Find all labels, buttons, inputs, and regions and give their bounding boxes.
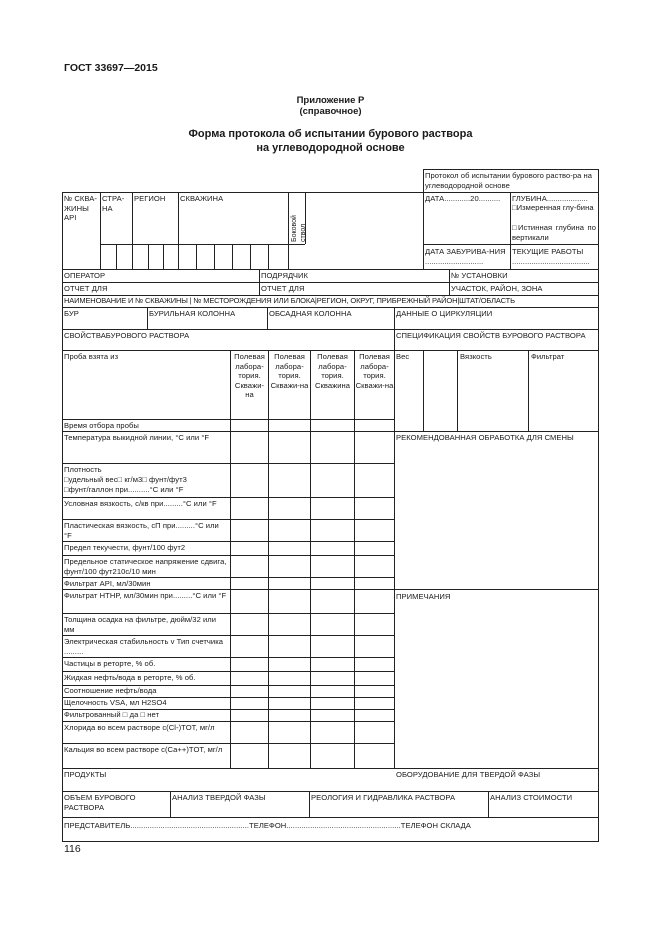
operator-label: ОПЕРАТОР <box>64 271 106 280</box>
region-label: РЕГИОН <box>134 194 166 203</box>
depth-label: ГЛУБИНА................... <box>512 194 588 203</box>
form-title-line1: Форма протокола об испытании бурового раствора <box>188 128 473 140</box>
prop-filtered: Фильтрованный □ да □ нет <box>64 710 160 719</box>
well-label: СКВАЖИНА <box>180 194 224 203</box>
representative-row: ПРЕДСТАВИТЕЛЬ.......................................................ТЕЛЕФОН.....................................................ТЕЛЕФОН СКЛАДА <box>64 821 471 830</box>
date-label: ДАТА............20.......... <box>425 194 501 203</box>
mud-volume-label: ОБЪЕМ БУРОВОГО РАСТВОРА <box>64 793 136 812</box>
notes-label: ПРИМЕЧАНИЯ <box>396 592 451 601</box>
prop-cake-thickness: Толщина осадка на фильтре, дюйм/32 или мм <box>64 615 217 634</box>
side-bore-label: Боковой ствол <box>291 215 307 242</box>
names-row: НАИМЕНОВАНИЕ И № СКВАЖИНЫ | № МЕСТОРОЖДЕНИЯ ИЛИ БЛОКА|РЕГИОН, ОКРУГ, ПРИБРЕЖНЫЙ РАЙОН|ШТАТ/ОБЛАСТЬ <box>64 296 515 305</box>
density-sub1: □удельный вес□ кг/м3□ фунт/фут3 <box>64 475 187 484</box>
prop-plastic-viscosity: Пластическая вязкость, сП при.........°C или °F <box>64 521 219 540</box>
prop-alkalinity: Щелочность VSA, мл H2SO4 <box>64 698 167 707</box>
prop-oil-water-ratio: Соотношение нефть/вода <box>64 686 157 695</box>
depth-true-option: □Истинная глубина по вертикали <box>512 223 596 242</box>
rig-no-label: № УСТАНОВКИ <box>451 271 508 280</box>
field-lab-col-4: Полевая лабора-тория. Скважи-на <box>355 352 394 390</box>
well-no-label: № СКВА-ЖИНЫ API <box>64 194 97 223</box>
sample-from-label: Проба взята из <box>64 352 119 361</box>
prop-retort-oil-water: Жидкая нефть/вода в ретортe, % об. <box>64 673 196 682</box>
current-work-label: ТЕКУЩИЕ РАБОТЫ .................................... <box>512 247 590 266</box>
products-label: ПРОДУКТЫ <box>64 770 107 779</box>
field-lab-col-3: Полевая лабора-тория. Скважина <box>314 352 351 390</box>
mud-props-label: СВОЙСТВАБУРОВОГО РАСТВОРА <box>64 331 190 340</box>
prop-flowline-temp: Температура выкидной линии, °C или °F <box>64 433 210 442</box>
prop-yield-point: Предел текучести, фунт/100 фут2 <box>64 543 186 552</box>
area-label: УЧАСТОК, РАЙОН, ЗОНА <box>451 284 543 293</box>
standard-number: ГОСТ 33697—2015 <box>64 62 158 74</box>
cost-analysis-label: АНАЛИЗ СТОИМОСТИ <box>490 793 573 802</box>
rheology-label: РЕОЛОГИЯ И ГИДРАВЛИКА РАСТВОРА <box>311 793 456 802</box>
prop-sample-time: Время отбора пробы <box>64 421 139 430</box>
form-title-line2: на углеводородной основе <box>256 142 405 154</box>
solids-equipment-label: ОБОРУДОВАНИЕ ДЛЯ ТВЕРДОЙ ФАЗЫ <box>396 770 541 779</box>
density-sub2: □фунт/галлон при..........°C или °F <box>64 485 184 494</box>
country-label: СТРА-НА <box>102 194 125 213</box>
circulation-label: ДАННЫЕ О ЦИРКУЛЯЦИИ <box>396 309 493 318</box>
appendix-note: (справочное) <box>299 106 362 117</box>
appendix-label: Приложение Р <box>296 95 365 106</box>
spud-date-label: ДАТА ЗАБУРИВА-НИЯ ........................... <box>425 247 506 266</box>
solids-analysis-label: АНАЛИЗ ТВЕРДОЙ ФАЗЫ <box>172 793 266 802</box>
bit-label: БУР <box>64 309 79 318</box>
casing-label: ОБСАДНАЯ КОЛОННА <box>269 309 352 318</box>
prop-funnel-viscosity: Условная вязкость, с/кв при.........°C или °F <box>64 499 217 508</box>
mud-spec-label: СПЕЦИФИКАЦИЯ СВОЙСТВ БУРОВОГО РАСТВОРА <box>396 331 586 340</box>
prop-api-filtrate: Фильтрат API, мл/30мин <box>64 579 151 588</box>
prop-electrical-stability: Электрическая стабильность v Тип счетчика ......... <box>64 637 224 656</box>
prop-hthp-filtrate: Фильтрат HTHP, мл/30мин при.........°C или °F <box>64 591 227 600</box>
weight-label: Вес <box>396 352 410 361</box>
prop-density: Плотность <box>64 465 102 474</box>
protocol-title: Протокол об испытании бурового раство-ра на углеводородной основе <box>425 171 593 190</box>
prop-gel-strength: Предельное статическое напряжение сдвига, фунт/100 фут210с/10 мин <box>64 557 227 576</box>
filtrate-label: Фильтрат <box>531 352 565 361</box>
contractor-label: ПОДРЯДЧИК <box>261 271 308 280</box>
viscosity-label: Вязкость <box>460 352 492 361</box>
report-for-label-2: ОТЧЕТ ДЛЯ <box>261 284 305 293</box>
page-number: 116 <box>64 843 81 855</box>
depth-measured-option: □Измеренная глу-бина <box>512 203 594 212</box>
prop-chloride: Хлорида во всем растворе c(Cl-)TOT, мг/л <box>64 723 215 732</box>
prop-calcium: Кальция во всем растворе c(Ca++)TOT, мг/л <box>64 745 223 754</box>
recommended-treatment-label: РЕКОМЕНДОВАННАЯ ОБРАБОТКА ДЛЯ СМЕНЫ <box>396 433 574 442</box>
drill-string-label: БУРИЛЬНАЯ КОЛОННА <box>149 309 236 318</box>
field-lab-col-1: Полевая лабора-тория. Скважи-на <box>234 352 265 400</box>
field-lab-col-2: Полевая лабора-тория. Скважи-на <box>270 352 309 390</box>
prop-retort-solids: Частицы в ретортe, % об. <box>64 659 156 668</box>
report-for-label-1: ОТЧЕТ ДЛЯ <box>64 284 108 293</box>
